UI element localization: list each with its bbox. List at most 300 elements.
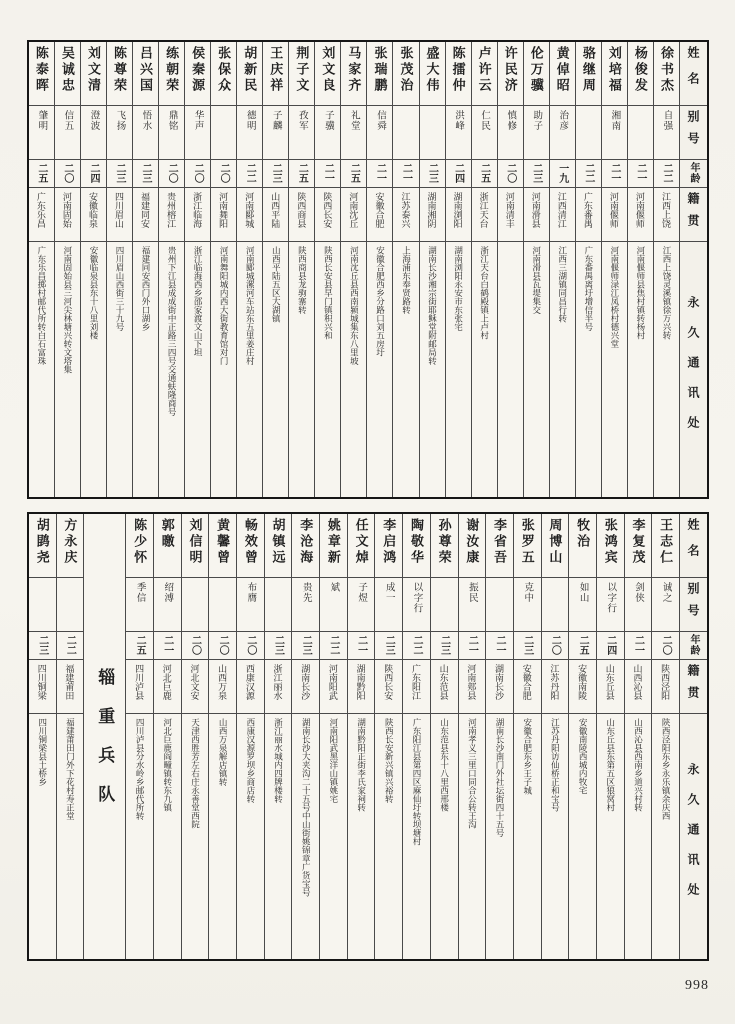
entry-name: 伦万骥 (528, 46, 544, 94)
entry-native: 浙江天台 (478, 192, 489, 228)
entry-name: 张鸿宾 (602, 518, 618, 566)
entry-alias-cell (320, 578, 347, 632)
entry-address-cell (348, 714, 375, 959)
entry-name-cell (237, 514, 264, 578)
entry-native-cell (431, 660, 458, 714)
entry-alias-cell (628, 106, 653, 160)
entry-address-cell (514, 714, 541, 959)
person-column (652, 514, 680, 959)
entry-alias-cell (263, 106, 288, 160)
entry-age-cell (341, 160, 366, 188)
entry-alias: 子煜 (356, 582, 367, 603)
entry-age: 二二 (327, 634, 339, 655)
entry-age-cell (542, 632, 569, 660)
entry-native: 山东范县 (438, 664, 449, 700)
person-column (55, 42, 81, 497)
entry-name: 刘信明 (187, 518, 203, 566)
entry-name: 孙尊荣 (436, 518, 452, 566)
entry-native-cell (602, 188, 627, 242)
entry-name: 李沧海 (298, 518, 314, 566)
entry-name: 练朝荣 (164, 46, 180, 94)
entry-age-cell (29, 160, 54, 188)
entry-age-cell (107, 160, 132, 188)
entry-alias-cell (29, 578, 56, 632)
entry-age-cell (133, 160, 158, 188)
person-column (107, 42, 133, 497)
person-column (498, 42, 524, 497)
entry-address-cell (263, 242, 288, 497)
entry-address-cell (375, 714, 402, 959)
entry-name: 荆子文 (294, 46, 310, 94)
entry-native: 陕西长安 (322, 192, 333, 228)
entry-age: 二三 (140, 162, 152, 183)
entry-native-cell (348, 660, 375, 714)
entry-address-cell (159, 242, 184, 497)
entry-address: 福建莆田门外下花村寿正堂 (65, 718, 76, 820)
person-column (524, 42, 550, 497)
entry-address: 河南郾城漯河车站东五里姜庄村 (245, 246, 256, 365)
entry-age-cell (576, 160, 601, 188)
entry-address-cell (602, 242, 627, 497)
entry-address: 湖南黔阳正街李氏家祠转 (356, 718, 367, 812)
entry-name: 胡鹍尧 (34, 518, 50, 566)
entry-name: 李复茂 (630, 518, 646, 566)
entry-alias-cell (211, 106, 236, 160)
person-column (625, 514, 653, 959)
entry-name: 陈少怀 (132, 518, 148, 566)
entry-address-cell (486, 714, 513, 959)
entry-address: 江西三湖镇同昌行转 (557, 246, 568, 323)
entry-alias: 诚之 (660, 582, 671, 603)
entry-alias-cell (159, 106, 184, 160)
entry-name-cell (524, 42, 549, 106)
entry-name: 王庆祥 (268, 46, 284, 94)
entry-age-cell (628, 160, 653, 188)
entry-age: 二四 (87, 162, 99, 183)
entry-native: 广东番禺 (582, 192, 593, 228)
entry-native: 贵州榕江 (166, 192, 177, 228)
entry-name-cell (654, 42, 679, 106)
entry-address-cell (107, 242, 132, 497)
entry-alias-cell (576, 106, 601, 160)
entry-native: 福建莆田 (64, 664, 75, 700)
entry-alias: 绍溥 (162, 582, 173, 603)
entry-alias: 信舜 (374, 110, 385, 131)
entry-address-cell (320, 714, 347, 959)
entry-age: 二一 (608, 162, 620, 183)
entry-address: 河南固始县三河尖林塘兴转文塔集 (62, 246, 73, 374)
entry-name: 畅效曾 (242, 518, 258, 566)
entry-name: 牧治 (575, 518, 591, 550)
entry-name-cell (597, 514, 624, 578)
entry-alias-cell (446, 106, 471, 160)
entry-name: 周博山 (547, 518, 563, 566)
entry-name-cell (486, 514, 513, 578)
person-column (209, 514, 237, 959)
entry-address-cell (446, 242, 471, 497)
entry-alias-cell (292, 578, 319, 632)
entry-address: 陕西商县龙驹寨转 (297, 246, 308, 314)
entry-alias: 子麟 (270, 110, 281, 131)
person-column (292, 514, 320, 959)
entry-native: 江苏泰兴 (400, 192, 411, 228)
entry-age: 二三 (530, 162, 542, 183)
entry-address-cell (133, 242, 158, 497)
entry-alias-cell (341, 106, 366, 160)
entry-age: 二一 (632, 634, 644, 655)
entry-native-cell (550, 188, 575, 242)
entry-name: 陈尊荣 (111, 46, 127, 94)
entry-age: 二三 (113, 162, 125, 183)
entry-native: 山东丘县 (604, 664, 615, 700)
entry-age: 二三 (270, 162, 282, 183)
entry-address: 西康汉源罗坝乡商店转 (245, 718, 256, 803)
entry-alias: 肇明 (36, 110, 47, 131)
entry-age: 二一 (400, 162, 412, 183)
entry-age: 二二 (64, 634, 76, 655)
entry-age: 二五 (35, 162, 47, 183)
entry-address-cell (292, 714, 319, 959)
entry-native-cell (57, 660, 84, 714)
entry-native: 陕西长安 (383, 664, 394, 700)
person-column (263, 42, 289, 497)
entry-age-cell (159, 160, 184, 188)
entry-native-cell (126, 660, 153, 714)
entry-alias-cell (550, 106, 575, 160)
entry-age: 一九 (556, 162, 568, 183)
person-column (367, 42, 393, 497)
entry-name: 吴诚忠 (59, 46, 75, 94)
entry-address: 浙江临海西乡邵家渡文山下坦 (193, 246, 204, 357)
entry-age-cell (367, 160, 392, 188)
entry-native-cell (320, 660, 347, 714)
entry-native: 河南郏县 (466, 664, 477, 700)
entry-age: 二〇 (660, 634, 672, 655)
entry-native-cell (341, 188, 366, 242)
entry-alias-cell (289, 106, 314, 160)
entry-native: 河北文安 (189, 664, 200, 700)
entry-name-cell (237, 42, 262, 106)
entry-name: 王志仁 (658, 518, 674, 566)
entry-native-cell (446, 188, 471, 242)
person-column (133, 42, 159, 497)
entry-alias-cell (367, 106, 392, 160)
entry-name-cell (472, 42, 497, 106)
entry-age: 二五 (296, 162, 308, 183)
person-column (420, 42, 446, 497)
person-column (459, 514, 487, 959)
entry-native: 河南滑县 (530, 192, 541, 228)
entry-age-cell (185, 160, 210, 188)
entry-address-cell (628, 242, 653, 497)
entry-alias-cell (126, 578, 153, 632)
entry-alias-cell (431, 578, 458, 632)
person-column (29, 42, 55, 497)
entry-age-cell (654, 160, 679, 188)
entry-age: 二三 (272, 634, 284, 655)
entry-native-cell (133, 188, 158, 242)
entry-name: 任文焯 (353, 518, 369, 566)
entry-age-cell (209, 632, 236, 660)
entry-age: 二〇 (504, 162, 516, 183)
entry-name: 骆继周 (580, 46, 596, 94)
directory-table-top (27, 40, 709, 499)
entry-address-cell (185, 242, 210, 497)
entry-age: 二五 (348, 162, 360, 183)
entry-name-cell (341, 42, 366, 106)
entry-age: 二一 (634, 162, 646, 183)
entry-address: 四川铜梁县土桥乡 (37, 718, 48, 786)
entry-alias: 助子 (531, 110, 542, 131)
entry-name-cell (628, 42, 653, 106)
person-column (514, 514, 542, 959)
entry-address: 四川泸县分水岭乡邮代所转 (135, 718, 146, 820)
entry-address: 福建同安西门外口湖乡 (141, 246, 152, 331)
entry-age-cell (602, 160, 627, 188)
entry-age: 二一 (466, 634, 478, 655)
entry-alias-cell (154, 578, 181, 632)
entry-address: 河南舞阳城内西大街教育馆对门 (219, 246, 230, 365)
entry-name-cell (209, 514, 236, 578)
entry-alias-cell (420, 106, 445, 160)
entry-native-cell (237, 660, 264, 714)
entry-address-cell (625, 714, 652, 959)
entry-alias-cell (514, 578, 541, 632)
entry-name-cell (29, 42, 54, 106)
entry-name: 吕兴国 (138, 46, 154, 94)
entry-native: 河南偃师 (608, 192, 619, 228)
entry-age-cell (524, 160, 549, 188)
row-header-alias: 别号 (680, 578, 707, 632)
entry-native-cell (576, 188, 601, 242)
entry-alias-cell (569, 578, 596, 632)
person-column (602, 42, 628, 497)
entry-native-cell (459, 660, 486, 714)
row-header-address: 永久通讯处 (686, 295, 700, 446)
entry-alias: 德明 (244, 110, 255, 131)
entry-name-cell (265, 514, 292, 578)
entry-address: 安徽合肥东乡王子城 (522, 718, 533, 795)
entry-address: 贵州下江县成成街中正路三四号交通蚨隆商号 (167, 246, 178, 416)
entry-name: 张茂治 (398, 46, 414, 94)
entry-name: 郭曒 (159, 518, 175, 550)
entry-age-cell (315, 160, 340, 188)
entry-name: 陈擂仲 (450, 46, 466, 94)
entry-address-cell (265, 714, 292, 959)
entry-name: 陶敬华 (408, 518, 424, 566)
entry-age: 二三 (383, 634, 395, 655)
entry-native-cell (375, 660, 402, 714)
entry-native-cell (652, 660, 679, 714)
person-column (315, 42, 341, 497)
row-header-age: 年龄 (680, 632, 707, 660)
entry-alias-cell (393, 106, 418, 160)
entry-native: 四川泸县 (134, 664, 145, 700)
entry-age-cell (126, 632, 153, 660)
entry-age-cell (514, 632, 541, 660)
entry-alias: 仁民 (479, 110, 490, 131)
entry-age-cell (652, 632, 679, 660)
entry-alias-cell (237, 106, 262, 160)
entry-alias-cell (55, 106, 80, 160)
entry-address-cell (237, 242, 262, 497)
entry-alias: 自强 (661, 110, 672, 131)
entry-address: 安徽合肥西乡分路口刘五房圩 (375, 246, 386, 357)
entry-native-cell (542, 660, 569, 714)
entry-age: 二〇 (61, 162, 73, 183)
person-column (472, 42, 498, 497)
entry-native: 湖南黔阳 (355, 664, 366, 700)
entry-native: 安徽合肥 (374, 192, 385, 228)
entry-native-cell (154, 660, 181, 714)
entry-alias-cell (524, 106, 549, 160)
entry-address-cell (393, 242, 418, 497)
entry-name-cell (126, 514, 153, 578)
entry-address: 湖南长沙南门外社坛街四十五号 (495, 718, 506, 837)
entry-address-cell (237, 714, 264, 959)
entry-native: 江西上饶 (660, 192, 671, 228)
entry-native: 河南阳武 (327, 664, 338, 700)
entry-age: 二二 (660, 162, 672, 183)
entry-native: 河南舞阳 (218, 192, 229, 228)
entry-name-cell (182, 514, 209, 578)
entry-name-cell (498, 42, 523, 106)
entry-native: 浙江丽水 (272, 664, 283, 700)
entry-alias-cell (29, 106, 54, 160)
entry-alias: 飞扬 (114, 110, 125, 131)
entry-native-cell (472, 188, 497, 242)
entry-name-cell (159, 42, 184, 106)
person-column (154, 514, 182, 959)
entry-name: 张罗五 (519, 518, 535, 566)
entry-age-cell (81, 160, 106, 188)
entry-alias-cell (375, 578, 402, 632)
entry-age: 二〇 (189, 634, 201, 655)
entry-name-cell (542, 514, 569, 578)
entry-address-cell (29, 714, 56, 959)
entry-address: 广东乐昌掷村邮代所转白石富珠 (36, 246, 47, 365)
entry-name: 马家齐 (346, 46, 362, 94)
entry-alias: 成一 (383, 582, 394, 603)
row-header-native: 籍贯 (680, 660, 707, 714)
entry-address-cell (211, 242, 236, 497)
tables-frame (27, 40, 709, 961)
entry-native: 江西清江 (556, 192, 567, 228)
entry-age-cell (320, 632, 347, 660)
entry-name-cell (403, 514, 430, 578)
entry-address: 河南孝义三里口同合公转王沟 (467, 718, 478, 829)
entry-native: 湖南湘阴 (426, 192, 437, 228)
entry-name: 谢汝康 (464, 518, 480, 566)
entry-alias-cell (182, 578, 209, 632)
entry-native-cell (393, 188, 418, 242)
entry-native: 河南清丰 (504, 192, 515, 228)
entry-address-cell (341, 242, 366, 497)
entry-address-cell (459, 714, 486, 959)
entry-native-cell (265, 660, 292, 714)
entry-name-cell (57, 514, 84, 578)
entry-address: 江苏丹阳访仙桥正和宝号 (550, 718, 561, 812)
entry-address-cell (29, 242, 54, 497)
entry-address: 陕西长安新兴镇兴裕转 (384, 718, 395, 803)
entry-native-cell (209, 660, 236, 714)
entry-address: 安徽临泉县东十八里刘楼 (88, 246, 99, 340)
entry-native-cell (498, 188, 523, 242)
person-column (289, 42, 315, 497)
entry-age-cell (393, 160, 418, 188)
entry-age: 二一 (161, 634, 173, 655)
entry-address-cell (420, 242, 445, 497)
entry-name-cell (107, 42, 132, 106)
entry-address: 广东阳江县第四区麻仙圩转坝塘村 (411, 718, 422, 846)
entry-address-cell (81, 242, 106, 497)
entry-age-cell (486, 632, 513, 660)
entry-name-cell (154, 514, 181, 578)
entry-alias: 布膺 (245, 582, 256, 603)
entry-age-cell (625, 632, 652, 660)
entry-age-cell (459, 632, 486, 660)
entry-age-cell (431, 632, 458, 660)
entry-address: 陕西长安县早门镇积兴和 (323, 246, 334, 340)
entry-age-cell (154, 632, 181, 660)
person-column (57, 514, 85, 959)
entry-native-cell (55, 188, 80, 242)
entry-name-cell (292, 514, 319, 578)
entry-age-cell (289, 160, 314, 188)
entry-age-cell (472, 160, 497, 188)
entry-address: 河北巨鹿阎疃镇转东九镇 (162, 718, 173, 812)
entry-address: 湖南长沙湘宗街耶稣堂附邮局转 (427, 246, 438, 365)
entry-address: 浙江丽水城内四牌楼转 (273, 718, 284, 803)
entry-name: 胡新民 (242, 46, 258, 94)
entry-address-cell (550, 242, 575, 497)
entry-name-cell (81, 42, 106, 106)
entry-alias: 慎修 (505, 110, 516, 131)
entry-native-cell (486, 660, 513, 714)
entry-age-cell (569, 632, 596, 660)
entry-address: 河南偃师县焦村镇转杨村 (635, 246, 646, 340)
entry-age: 二二 (244, 162, 256, 183)
entry-native: 陕西泾阳 (660, 664, 671, 700)
entry-address: 广东番禺离圩增信半号 (583, 246, 594, 331)
entry-age: 二〇 (549, 634, 561, 655)
person-column (185, 42, 211, 497)
entry-native: 湖南浏阳 (452, 192, 463, 228)
entry-alias: 如山 (577, 582, 588, 603)
entry-age-cell (237, 632, 264, 660)
entry-native-cell (211, 188, 236, 242)
page-number: 998 (685, 978, 709, 993)
entry-alias: 克中 (522, 582, 533, 603)
entry-age: 二一 (355, 634, 367, 655)
entry-native: 河南偃师 (634, 192, 645, 228)
entry-age-cell (55, 160, 80, 188)
entry-address: 河南阳武黑洋山镇姚宅 (328, 718, 339, 803)
entry-age: 二五 (577, 634, 589, 655)
entry-native: 四川铜梁 (36, 664, 47, 700)
entry-age: 二一 (494, 634, 506, 655)
entry-age: 二五 (134, 634, 146, 655)
entry-native: 安徽南陵 (577, 664, 588, 700)
entry-age: 二二 (582, 162, 594, 183)
entry-alias: 治彦 (557, 110, 568, 131)
entry-age: 二〇 (217, 634, 229, 655)
person-column (654, 42, 680, 497)
entry-address: 江西上饶灵溪镇徐万兴转 (661, 246, 672, 340)
entry-alias: 澄波 (88, 110, 99, 131)
entry-address: 浙江天台白鹤殿镇上卢村 (479, 246, 490, 340)
row-header-alias: 别号 (680, 106, 707, 160)
